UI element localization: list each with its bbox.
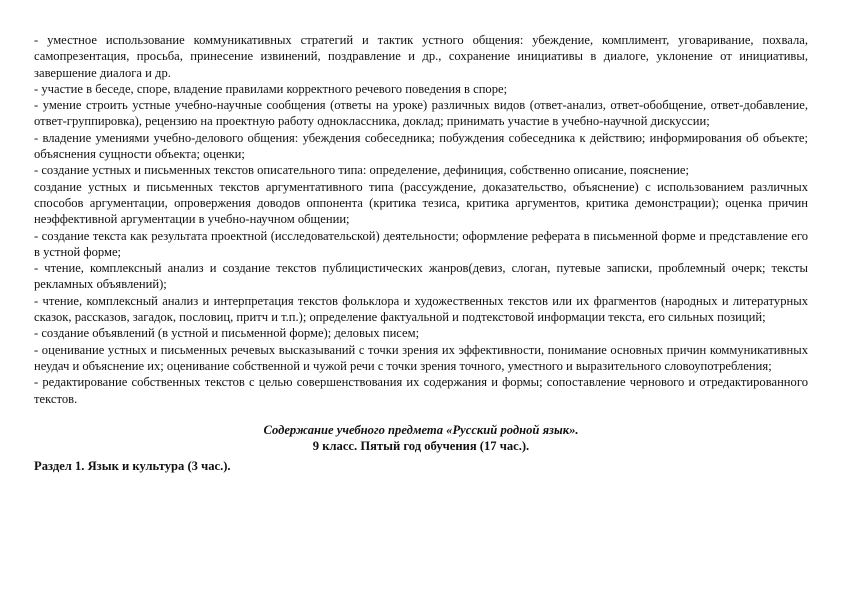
paragraph-project-text: - создание текста как результата проектной (исследовательской) деятельности; оформление реферата в письменной форме и представление его в устной форме; [34,228,808,259]
paragraph-descriptive-texts: - создание устных и письменных текстов описательного типа: определение, дефиниция, собственно описание, пояснение; [34,163,689,178]
paragraph-business-communication: - владение умениями учебно-делового общения: убеждения собеседника; побуждения собеседника к действию; информирования об объекте; объяснения сущности объекта; оценки; [34,130,808,162]
paragraph-oral-reports: - умение строить устные учебно-научные сообщения (ответы на уроке) различных видов (ответ-анализ, ответ-обобщение, ответ-добавление, ответ-группировка), рецензию на проектную работу одноклассника, доклад; принимать участие в учебно-научной дискуссии; [34,98,808,129]
paragraph-argumentative-texts: создание устных и письменных текстов аргументативного типа (рассуждение, доказательство, объяснение) с использованием различных способов аргументации, опровержения доводов оппонента (критика тезиса, критика аргументов, критика демонстрации); оценка причин неэффективной аргументации в учебно-научном общении; [34,179,808,227]
paragraph-announcements: - создание объявлений (в устной и письменной форме); деловых писем; [34,326,420,341]
paragraph-publicistic-genres: - чтение, комплексный анализ и создание текстов публицистических жанров(девиз, слоган, путевые записки, проблемный очерк; тексты рекламных объявлений); [34,261,808,292]
paragraph-communication-strategies: - уместное использование коммуникативных стратегий и тактик устного общения: убеждение, комплимент, уговаривание, похвала, самопрезентация, просьба, принесение извинений, поздравление и др., сохранение инициативы в диалоге, уклонение от инициативы, завершение диалога и др. [34,33,808,80]
section-subtitle: 9 класс. Пятый год обучения (17 час.). [312,439,530,454]
body-text [34,32,808,407]
paragraph-dispute: - участие в беседе, споре, владение правилами корректного речевого поведения в споре; [34,81,508,96]
paragraph-editing: - редактирование собственных текстов с целью совершенствования их содержания и формы; сопоставление чернового и отредактированного текстов. [34,375,808,406]
chapter-heading: Раздел 1. Язык и культура (3 час.). [34,459,231,474]
paragraph-evaluation: - оценивание устных и письменных речевых высказываний с точки зрения их эффективности, понимание основных причин коммуникативных неудач и объяснение их; оценивание собственной и чужой речи с точки зрения точного, уместного и выразительного словоупотребления; [34,342,808,373]
paragraph-folklore-analysis: - чтение, комплексный анализ и интерпретация текстов фольклора и художественных текстов или их фрагментов (народных и литературных сказок, рассказов, загадок, пословиц, притч и т.п.); определение фактуальной и подтекстовой информации текста, его сильных позиций; [34,293,808,325]
section-header [34,422,808,455]
section-title: Содержание учебного предмета «Русский родной язык». [263,422,579,437]
